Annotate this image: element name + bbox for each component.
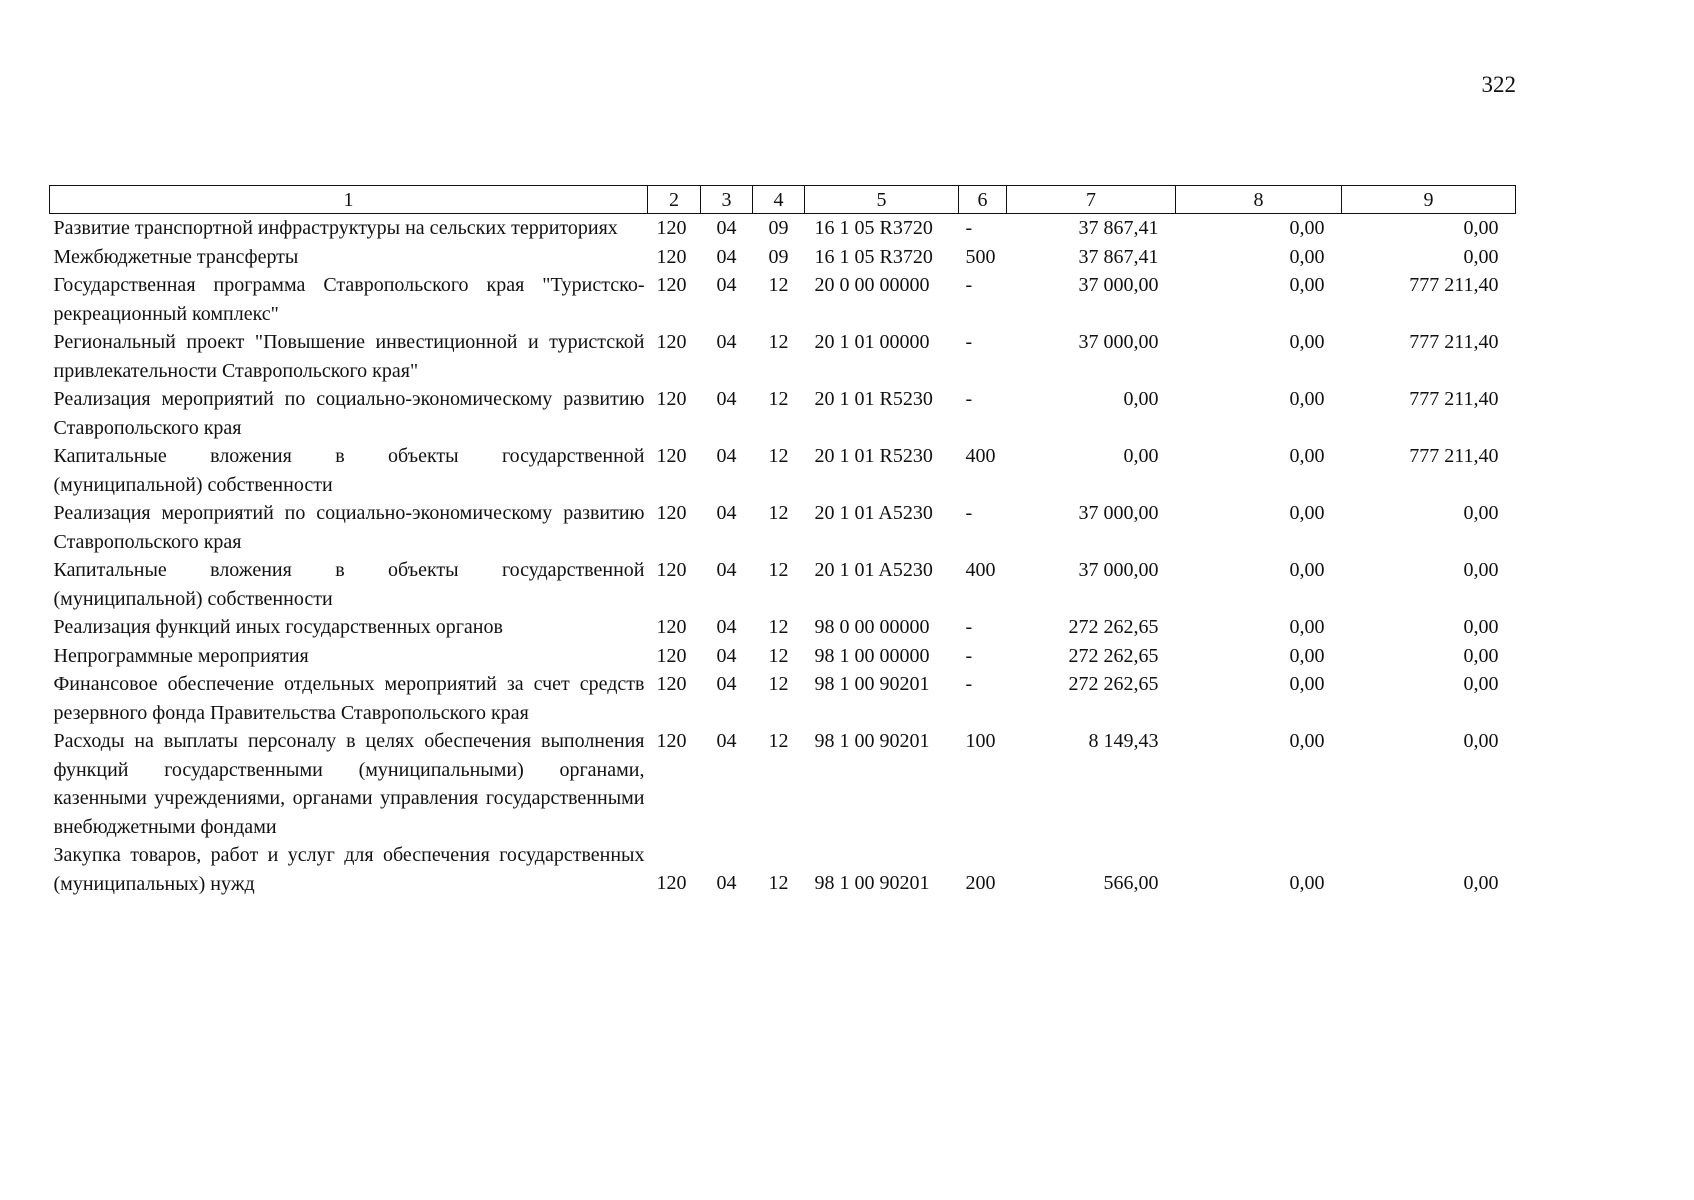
expense-type-cell: 500 xyxy=(965,245,996,268)
subsection-code-cell: 12 xyxy=(768,331,789,353)
ministry-code-cell: 120 xyxy=(656,872,687,894)
expense-type-cell: - xyxy=(965,644,973,667)
expense-type-cell: 200 xyxy=(965,872,996,894)
amount-col9-cell: 0,00 xyxy=(1463,673,1499,695)
amount-col8-cell: 0,00 xyxy=(1289,644,1325,667)
page-number: 322 xyxy=(1481,72,1516,97)
amount-col7-cell: 37 000,00 xyxy=(1078,274,1159,296)
expense-type-cell: - xyxy=(965,331,973,353)
expense-type-cell: - xyxy=(965,274,973,296)
row-name-cell: Государственная программа Ставропольского края "Туристско-рекреационный комплекс" xyxy=(53,274,645,325)
section-code-cell: 04 xyxy=(716,644,737,667)
amount-col8-cell: 0,00 xyxy=(1289,872,1325,894)
header-col-3: 3 xyxy=(701,186,753,214)
ministry-code-cell: 120 xyxy=(656,274,687,296)
amount-col9-cell: 777 211,40 xyxy=(1409,388,1499,410)
amount-col9-cell: 0,00 xyxy=(1463,644,1499,667)
subsection-code-cell: 12 xyxy=(768,559,789,581)
table-row xyxy=(50,243,1516,272)
section-code-cell: 04 xyxy=(716,872,737,894)
ministry-code-cell: 120 xyxy=(656,502,687,524)
amount-col8-cell: 0,00 xyxy=(1289,217,1325,239)
ministry-code-cell: 120 xyxy=(656,644,687,667)
table-row xyxy=(50,328,1516,385)
table-row xyxy=(50,670,1516,727)
table-row xyxy=(50,642,1516,671)
amount-col7-cell: 272 262,65 xyxy=(1068,673,1159,695)
ministry-code-cell: 120 xyxy=(656,673,687,695)
ministry-code-cell: 120 xyxy=(656,245,687,268)
section-code-cell: 04 xyxy=(716,616,737,638)
amount-col7-cell: 272 262,65 xyxy=(1068,644,1159,667)
amount-col8-cell: 0,00 xyxy=(1289,388,1325,410)
row-name-cell: Финансовое обеспечение отдельных мероприятий за счет средств резервного фонда Правительства Ставропольского края xyxy=(53,673,645,724)
target-code-cell: 98 1 00 90201 xyxy=(814,730,930,752)
target-code-cell: 20 0 00 00000 xyxy=(814,274,930,296)
subsection-code-cell: 12 xyxy=(768,644,789,667)
amount-col7-cell: 0,00 xyxy=(1123,388,1159,410)
header-col-4: 4 xyxy=(753,186,805,214)
subsection-code-cell: 12 xyxy=(768,730,789,752)
target-code-cell: 20 1 01 R5230 xyxy=(814,388,933,410)
amount-col7-cell: 37 000,00 xyxy=(1078,502,1159,524)
subsection-code-cell: 12 xyxy=(768,388,789,410)
amount-col8-cell: 0,00 xyxy=(1289,616,1325,638)
amount-col8-cell: 0,00 xyxy=(1289,445,1325,467)
amount-col8-cell: 0,00 xyxy=(1289,245,1325,268)
subsection-code-cell: 12 xyxy=(768,445,789,467)
row-name-cell: Развитие транспортной инфраструктуры на сельских территориях xyxy=(53,217,618,239)
header-col-5: 5 xyxy=(805,186,959,214)
header-col-2: 2 xyxy=(648,186,701,214)
amount-col9-cell: 0,00 xyxy=(1463,730,1499,752)
expense-type-cell: 100 xyxy=(965,730,996,752)
ministry-code-cell: 120 xyxy=(656,217,687,239)
row-name-cell: Непрограммные мероприятия xyxy=(53,644,309,667)
table-row xyxy=(50,214,1516,243)
section-code-cell: 04 xyxy=(716,331,737,353)
ministry-code-cell: 120 xyxy=(656,331,687,353)
target-code-cell: 16 1 05 R3720 xyxy=(814,245,933,268)
amount-col9-cell: 777 211,40 xyxy=(1409,274,1499,296)
target-code-cell: 20 1 01 00000 xyxy=(814,331,930,353)
amount-col7-cell: 272 262,65 xyxy=(1068,616,1159,638)
amount-col7-cell: 8 149,43 xyxy=(1088,730,1159,752)
subsection-code-cell: 09 xyxy=(768,245,789,268)
expense-type-cell: - xyxy=(965,673,973,695)
amount-col8-cell: 0,00 xyxy=(1289,559,1325,581)
row-name-cell: Закупка товаров, работ и услуг для обеспечения государственных (муниципальных) нужд xyxy=(53,844,645,895)
header-col-7: 7 xyxy=(1007,186,1176,214)
amount-col9-cell: 0,00 xyxy=(1463,559,1499,581)
ministry-code-cell: 120 xyxy=(656,616,687,638)
amount-col9-cell: 0,00 xyxy=(1463,217,1499,239)
section-code-cell: 04 xyxy=(716,673,737,695)
row-name-cell: Капитальные вложения в объекты государственной (муниципальной) собственности xyxy=(53,445,645,496)
section-code-cell: 04 xyxy=(716,245,737,268)
amount-col8-cell: 0,00 xyxy=(1289,730,1325,752)
subsection-code-cell: 12 xyxy=(768,274,789,296)
ministry-code-cell: 120 xyxy=(656,559,687,581)
amount-col8-cell: 0,00 xyxy=(1289,331,1325,353)
target-code-cell: 98 0 00 00000 xyxy=(814,616,930,638)
ministry-code-cell: 120 xyxy=(656,445,687,467)
amount-col7-cell: 37 867,41 xyxy=(1078,217,1159,239)
row-name-cell: Межбюджетные трансферты xyxy=(53,245,299,268)
table-row xyxy=(50,613,1516,642)
header-col-1: 1 xyxy=(50,186,648,214)
amount-col9-cell: 0,00 xyxy=(1463,872,1499,894)
subsection-code-cell: 12 xyxy=(768,872,789,894)
expense-type-cell: - xyxy=(965,388,973,410)
expense-type-cell: - xyxy=(965,217,973,239)
header-col-9: 9 xyxy=(1342,186,1516,214)
amount-col7-cell: 37 000,00 xyxy=(1078,559,1159,581)
row-name-cell: Региональный проект "Повышение инвестиционной и туристской привлекательности Ставропольского края" xyxy=(53,331,645,382)
amount-col7-cell: 37 867,41 xyxy=(1078,245,1159,268)
amount-col7-cell: 566,00 xyxy=(1103,872,1159,894)
amount-col9-cell: 0,00 xyxy=(1463,245,1499,268)
table-row xyxy=(50,841,1516,898)
ministry-code-cell: 120 xyxy=(656,388,687,410)
expense-type-cell: 400 xyxy=(965,445,996,467)
target-code-cell: 98 1 00 00000 xyxy=(814,644,930,667)
expense-type-cell: - xyxy=(965,502,973,524)
target-code-cell: 20 1 01 A5230 xyxy=(814,559,933,581)
section-code-cell: 04 xyxy=(716,388,737,410)
amount-col8-cell: 0,00 xyxy=(1289,673,1325,695)
budget-table xyxy=(49,185,1516,898)
row-name-cell: Расходы на выплаты персоналу в целях обеспечения выполнения функций государственными (муниципальными) органами, казенными учреждениями, органами управления государственными внебюджетными фондами xyxy=(53,730,645,838)
expense-type-cell: 400 xyxy=(965,559,996,581)
amount-col7-cell: 0,00 xyxy=(1123,445,1159,467)
target-code-cell: 98 1 00 90201 xyxy=(814,673,930,695)
expense-type-cell: - xyxy=(965,616,973,638)
amount-col8-cell: 0,00 xyxy=(1289,502,1325,524)
section-code-cell: 04 xyxy=(716,445,737,467)
subsection-code-cell: 12 xyxy=(768,616,789,638)
row-name-cell: Реализация мероприятий по социально-экономическому развитию Ставропольского края xyxy=(53,502,645,553)
header-col-6: 6 xyxy=(959,186,1007,214)
row-name-cell: Реализация мероприятий по социально-экономическому развитию Ставропольского края xyxy=(53,388,645,439)
table-row xyxy=(50,727,1516,841)
subsection-code-cell: 09 xyxy=(768,217,789,239)
section-code-cell: 04 xyxy=(716,502,737,524)
subsection-code-cell: 12 xyxy=(768,502,789,524)
table-row xyxy=(50,385,1516,442)
header-col-8: 8 xyxy=(1176,186,1342,214)
target-code-cell: 20 1 01 A5230 xyxy=(814,502,933,524)
target-code-cell: 16 1 05 R3720 xyxy=(814,217,933,239)
amount-col9-cell: 0,00 xyxy=(1463,502,1499,524)
table-header-row xyxy=(50,186,1516,214)
amount-col9-cell: 777 211,40 xyxy=(1409,331,1499,353)
row-name-cell: Капитальные вложения в объекты государственной (муниципальной) собственности xyxy=(53,559,645,610)
subsection-code-cell: 12 xyxy=(768,673,789,695)
target-code-cell: 20 1 01 R5230 xyxy=(814,445,933,467)
amount-col8-cell: 0,00 xyxy=(1289,274,1325,296)
row-name-cell: Реализация функций иных государственных органов xyxy=(53,616,503,638)
amount-col7-cell: 37 000,00 xyxy=(1078,331,1159,353)
amount-col9-cell: 777 211,40 xyxy=(1409,445,1499,467)
section-code-cell: 04 xyxy=(716,559,737,581)
target-code-cell: 98 1 00 90201 xyxy=(814,872,930,894)
section-code-cell: 04 xyxy=(716,730,737,752)
table-row xyxy=(50,556,1516,613)
table-row xyxy=(50,499,1516,556)
section-code-cell: 04 xyxy=(716,274,737,296)
section-code-cell: 04 xyxy=(716,217,737,239)
amount-col9-cell: 0,00 xyxy=(1463,616,1499,638)
table-row xyxy=(50,271,1516,328)
table-row xyxy=(50,442,1516,499)
ministry-code-cell: 120 xyxy=(656,730,687,752)
